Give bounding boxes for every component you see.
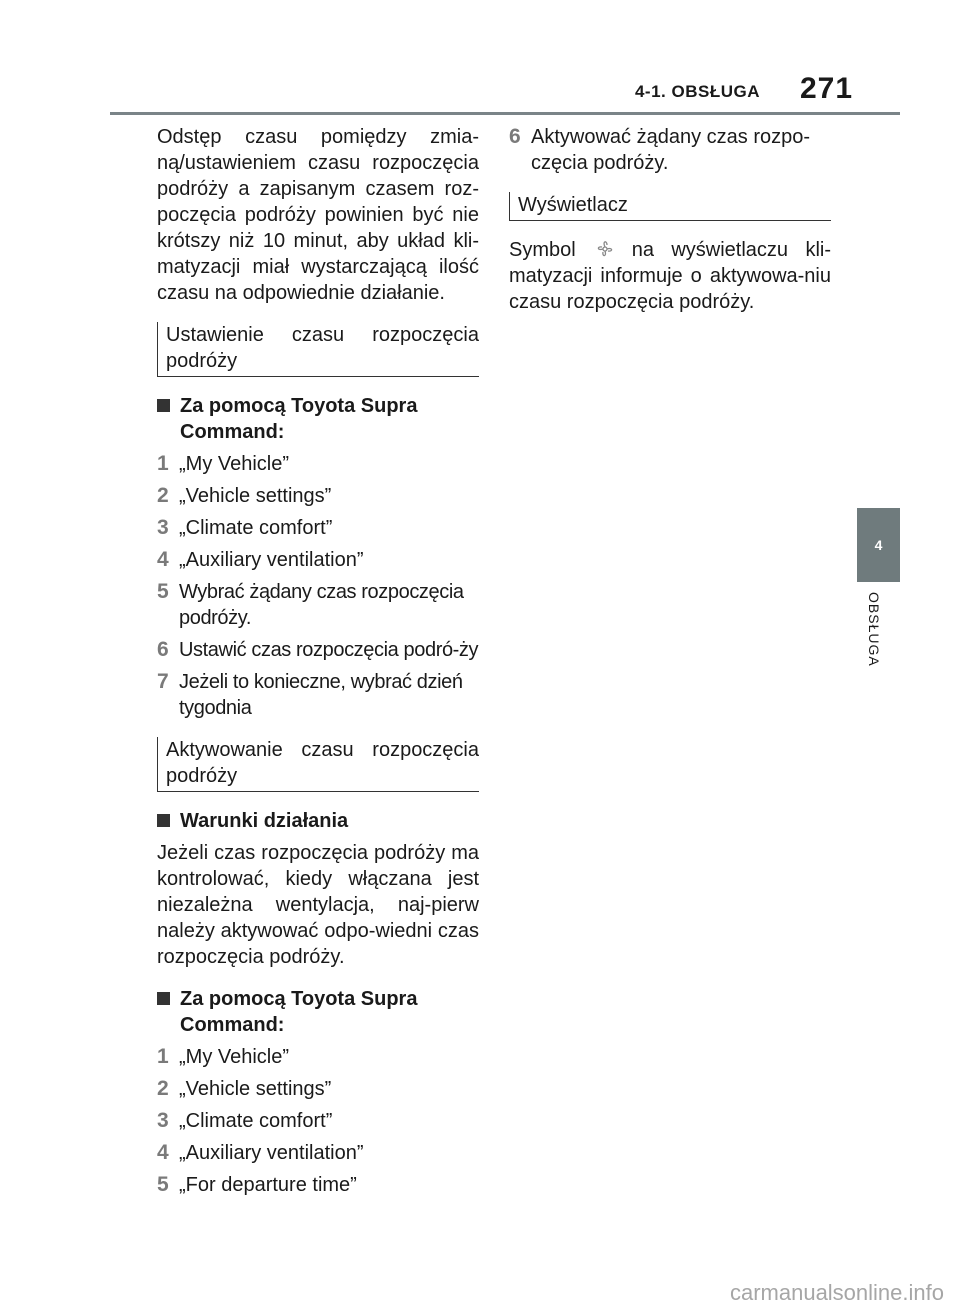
step-number: 5 — [157, 580, 169, 603]
right-column — [509, 124, 831, 331]
bullet-label: Warunki działania — [180, 810, 349, 832]
intro-paragraph: Odstęp czasu pomiędzy zmia-ną/ustawieniem czasu rozpoczęcia podróży a zapisanym czasem roz-poczęcia podróży powinien być nie krótszy niż 10 minut, aby układ kli-matyzacji miał wystarczającą ilość czasu na odpowiednie działanie. — [157, 126, 479, 304]
conditions-paragraph: Jeżeli czas rozpoczęcia podróży ma kontrolować, kiedy włączana jest niezależna wentylacja, naj-pierw należy aktywować odpo-wiedni czas rozpoczęcia podróży. — [157, 842, 479, 968]
bullet-supra-command — [157, 393, 479, 445]
step-number: 3 — [157, 1109, 169, 1132]
list-item — [157, 1108, 479, 1134]
header-section: 4-1. OBSŁUGA — [634, 82, 760, 101]
left-column — [157, 124, 479, 1204]
list-item — [157, 579, 479, 631]
step-text: „Climate comfort” — [179, 1110, 333, 1132]
bullet-square-icon — [157, 992, 170, 1005]
symbol-paragraph — [509, 237, 831, 315]
step-number: 7 — [157, 670, 169, 693]
step-text: Wybrać żądany czas rozpoczęcia podróży. — [179, 581, 464, 629]
subhead-activate-departure: Aktywowanie czasu rozpoczęcia podróży — [157, 737, 479, 792]
chapter-label: OBSŁUGA — [866, 592, 882, 667]
step-text: „My Vehicle” — [179, 1046, 290, 1068]
symbol-text-after: na wyświetlaczu kli-matyzacji informuje o aktywowa-niu czasu rozpoczęcia podróży. — [509, 239, 831, 313]
step-number: 6 — [509, 125, 521, 148]
list-item — [157, 515, 479, 541]
step-number: 2 — [157, 1077, 169, 1100]
header-rule — [110, 112, 900, 115]
step-text: „Auxiliary ventilation” — [179, 549, 364, 571]
list-item — [157, 1076, 479, 1102]
bullet-label: Za pomocą Toyota Supra Command: — [180, 395, 418, 443]
step-text: „For departure time” — [179, 1174, 357, 1196]
step-number: 1 — [157, 1045, 169, 1068]
step-text: „My Vehicle” — [179, 453, 290, 475]
list-item — [157, 1172, 479, 1198]
symbol-text-before: Symbol — [509, 239, 576, 261]
chapter-tab[interactable]: 4 — [857, 508, 900, 582]
subhead-set-departure: Ustawienie czasu rozpoczęcia podróży — [157, 322, 479, 377]
step-text: „Vehicle settings” — [179, 1078, 332, 1100]
step-text: Jeżeli to konieczne, wybrać dzień tygodnia — [179, 671, 463, 719]
step-number: 6 — [157, 638, 169, 661]
step-number: 5 — [157, 1173, 169, 1196]
list-item — [157, 1140, 479, 1166]
list-item — [157, 547, 479, 573]
step-number: 4 — [157, 548, 169, 571]
list-item — [157, 669, 479, 721]
step-number: 3 — [157, 516, 169, 539]
list-item — [157, 483, 479, 509]
step-text: „Auxiliary ventilation” — [179, 1142, 364, 1164]
step-number: 4 — [157, 1141, 169, 1164]
bullet-label: Za pomocą Toyota Supra Command: — [180, 988, 418, 1036]
page-number: 271 — [800, 72, 854, 105]
step-text: Ustawić czas rozpoczęcia podró-ży — [179, 639, 479, 661]
step-text: Aktywować żądany czas rozpo-częcia podróży. — [531, 126, 811, 174]
watermark: carmanualsonline.info — [729, 1280, 944, 1305]
subhead-display: Wyświetlacz — [509, 192, 831, 221]
bullet-supra-command-2 — [157, 986, 479, 1038]
step-number: 1 — [157, 452, 169, 475]
step-text: „Vehicle settings” — [179, 485, 332, 507]
bullet-square-icon — [157, 399, 170, 412]
list-item — [509, 124, 831, 176]
ventilation-fan-icon — [592, 239, 618, 259]
step-text: „Climate comfort” — [179, 517, 333, 539]
list-item — [157, 1044, 479, 1070]
list-item — [157, 637, 479, 663]
list-item — [157, 451, 479, 477]
bullet-square-icon — [157, 814, 170, 827]
bullet-conditions — [157, 808, 479, 834]
step-number: 2 — [157, 484, 169, 507]
